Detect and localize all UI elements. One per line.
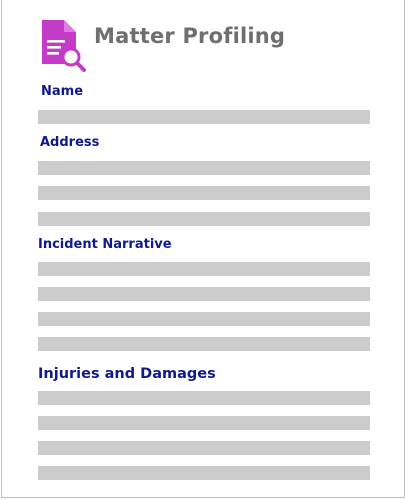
placeholder-line: [38, 441, 370, 455]
section-label-address: Address: [40, 135, 100, 150]
section-label-name: Name: [41, 84, 84, 99]
placeholder-line: [38, 212, 370, 226]
placeholder-line: [38, 337, 370, 351]
document-title: Matter Profiling: [94, 24, 286, 48]
placeholder-line: [38, 287, 370, 301]
section-label-injuries-and-damages: Injuries and Damages: [38, 366, 216, 382]
placeholder-line: [38, 186, 370, 200]
placeholder-line: [38, 110, 370, 124]
section-label-incident-narrative: Incident Narrative: [38, 237, 172, 252]
placeholder-line: [38, 391, 370, 405]
placeholder-line: [38, 416, 370, 430]
document-page: [1, 0, 405, 498]
placeholder-line: [38, 466, 370, 480]
placeholder-line: [38, 262, 370, 276]
document-search-icon: [40, 20, 88, 72]
placeholder-line: [38, 312, 370, 326]
placeholder-line: [38, 161, 370, 175]
